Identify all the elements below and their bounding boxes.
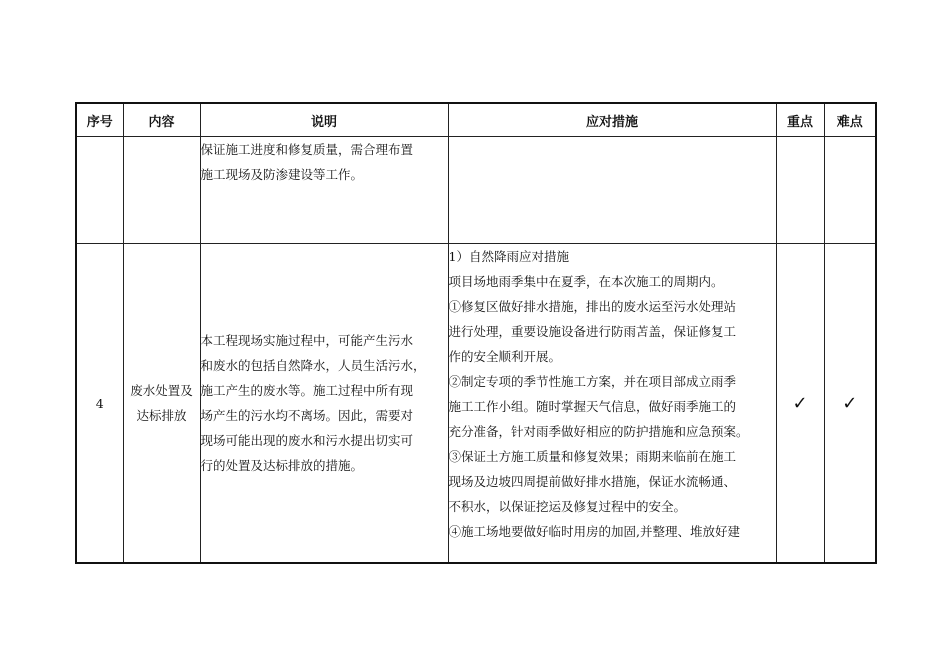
- row1-difficult: [824, 137, 876, 244]
- row2-description-line: 和废水的包括自然降水，人员生活污水，: [200, 358, 426, 373]
- row2-measures-line: 进行处理，重要设施设备进行防雨苫盖，保证修复工: [448, 324, 737, 339]
- table-row: [76, 137, 876, 244]
- row2-measures-line: ④施工场地要做好临时用房的加固,并整理、堆放好建: [448, 524, 740, 539]
- row2-content-line: 达标排放: [136, 408, 187, 423]
- row1-measures: [448, 137, 776, 244]
- row2-description-line: 现场可能出现的废水和污水提出切实可: [200, 433, 414, 448]
- row2-measures-line: 1）自然降雨应对措施: [448, 249, 569, 264]
- header-difficult: 难点: [824, 103, 876, 137]
- table-header-row: [76, 103, 876, 137]
- row2-measures-line: 施工工作小组。随时掌握天气信息，做好雨季施工的: [448, 399, 737, 414]
- header-key: 重点: [776, 103, 824, 137]
- header-content: 内容: [123, 103, 200, 137]
- row2-content-line: 废水处置及: [130, 383, 193, 398]
- measures-table: [75, 102, 877, 564]
- row2-description-line: 行的处置及达标排放的措施。: [200, 458, 364, 473]
- row1-description-line: 保证施工进度和修复质量，需合理布置: [200, 142, 414, 157]
- table-row: [76, 244, 876, 564]
- row2-measures-line: ①修复区做好排水措施，排出的废水运至污水处理站: [448, 299, 737, 314]
- row1-description: [200, 137, 448, 244]
- header-measures: 应对措施: [448, 103, 776, 137]
- row2-measures-line: 充分准备，针对雨季做好相应的防护措施和应急预案。: [448, 424, 749, 439]
- row2-content: [123, 244, 200, 564]
- row2-description-line: 本工程现场实施过程中，可能产生污水: [200, 333, 414, 348]
- row1-no: [76, 137, 123, 244]
- row1-key: [776, 137, 824, 244]
- row2-measures-line: 作的安全顺利开展。: [448, 349, 562, 364]
- row2-measures-line: ②制定专项的季节性施工方案，并在项目部成立雨季: [448, 374, 737, 389]
- row2-description: [200, 244, 448, 564]
- row2-measures-line: 现场及边坡四周提前做好排水措施，保证水流畅通、: [448, 474, 737, 489]
- row2-key-check-icon: ✓: [776, 244, 824, 564]
- header-no: 序号: [76, 103, 123, 137]
- row2-description-line: 施工产生的废水等。施工过程中所有现: [200, 383, 414, 398]
- row2-difficult-check-icon: ✓: [824, 244, 876, 564]
- row2-description-line: 场产生的污水均不离场。因此，需要对: [200, 408, 414, 423]
- header-description: 说明: [200, 103, 448, 137]
- row2-no: 4: [76, 244, 123, 564]
- row2-measures-line: 不积水，以保证挖运及修复过程中的安全。: [448, 499, 687, 514]
- row2-measures-line: 项目场地雨季集中在夏季，在本次施工的周期内。: [448, 274, 724, 289]
- row1-description-line: 施工现场及防渗建设等工作。: [200, 167, 364, 182]
- row2-measures-line: ③保证土方施工质量和修复效果；雨期来临前在施工: [448, 449, 737, 464]
- row1-content: [123, 137, 200, 244]
- row2-measures: [448, 244, 776, 564]
